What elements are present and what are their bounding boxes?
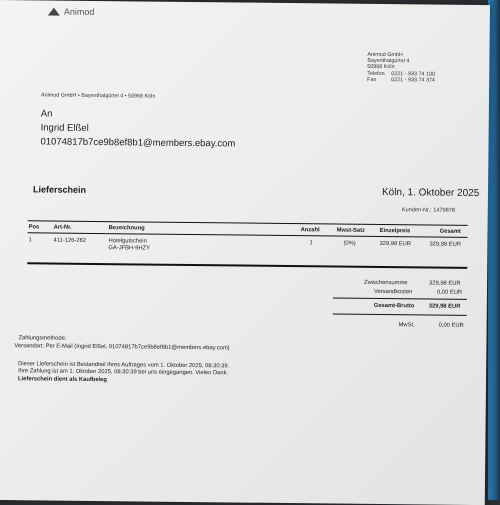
row-description: Hotelgutschein <box>108 238 147 245</box>
logo-text: Animod <box>63 6 95 17</box>
document-date: Köln, 1. Oktober 2025 <box>381 187 480 200</box>
col-header-total: Gesamt <box>439 228 461 235</box>
sender-fax-row <box>367 77 435 84</box>
col-header-quantity: Anzahl <box>300 227 320 234</box>
payment-method: Zahlungsmethode: <box>18 335 67 342</box>
gross-total-label: Gesamt-Brutto <box>373 302 415 310</box>
shipping-value: 0,00 EUR <box>436 289 463 296</box>
gross-top-rule <box>333 298 467 300</box>
sender-street: Bayenthalgürtel 4 <box>367 58 410 65</box>
col-header-pos: Pos <box>28 224 40 231</box>
recipient-salutation: An <box>40 108 53 120</box>
gross-total-value: 329,98 EUR <box>428 303 461 310</box>
shipping-label: Versandkosten <box>373 288 413 296</box>
gross-bottom-rule <box>333 314 467 316</box>
row-pos: 1 <box>28 237 32 244</box>
sender-fax-label: Fax <box>367 76 377 83</box>
sender-address-block <box>367 52 435 84</box>
subtotal-label: Zwischensumme <box>364 279 408 287</box>
receipt-note: Lieferschein dient als Kaufbeleg <box>17 376 107 384</box>
return-address-line: Animod GmbH • Bayenthalgürtel 4 • 50968 Köln <box>40 92 156 100</box>
row-voucher-code: GA-JFBH-9HZY <box>108 245 150 252</box>
customer-number: Kunden-Nr.: 1479878 <box>401 207 456 214</box>
row-vat: (0%) <box>343 240 356 247</box>
vat-label: MwSt. <box>398 322 415 329</box>
row-unit-price: 329,98 EUR <box>379 240 412 248</box>
recipient-email: 01074817b7ce9b8ef8b1@members.ebay.com <box>40 136 236 150</box>
sender-fax: 0221 - 933 74 374 <box>391 76 435 84</box>
sender-phone-label: Telefon <box>367 70 385 77</box>
desk-background <box>488 0 500 500</box>
table-top-rule <box>28 220 468 226</box>
logo-icon <box>48 8 60 16</box>
row-quantity: 1 <box>309 240 313 247</box>
col-header-unit-price: Einzelpreis <box>379 227 411 235</box>
row-artnr: 411-126-282 <box>53 237 86 244</box>
col-header-vat: Mwst-Satz <box>336 227 365 234</box>
row-total: 329,98 EUR <box>429 241 462 248</box>
col-header-description: Bezeichnung <box>108 225 145 232</box>
sender-name: Animod GmbH <box>367 51 403 59</box>
vat-value: 0,00 EUR <box>438 322 464 329</box>
recipient-name: Ingrid Elßel <box>40 122 89 134</box>
sender-phone: 0221 - 933 74 100 <box>391 70 436 78</box>
table-bottom-rule <box>27 262 467 268</box>
payment-note: Ihre Zahlung ist am 1. Oktober 2025, 08:30:39 bei uns eingegangen. Vielen Dank. <box>18 368 229 377</box>
sender-city: 50968 Köln <box>367 64 395 71</box>
shipping-method: Versandart: Per E-Mail (Ingrid Elßel, 01074817b7ce9b8ef8b1@members.ebay.com) <box>14 343 230 352</box>
document-title: Lieferschein <box>32 184 87 195</box>
col-header-artnr: Art-Nr. <box>53 224 72 231</box>
company-logo <box>48 7 95 17</box>
order-note: Dieser Lieferschein ist Bestandteil Ihres Auftrages vom 1. Oktober 2025, 08:30:39. <box>18 361 230 370</box>
subtotal-value: 329,98 EUR <box>429 280 461 287</box>
